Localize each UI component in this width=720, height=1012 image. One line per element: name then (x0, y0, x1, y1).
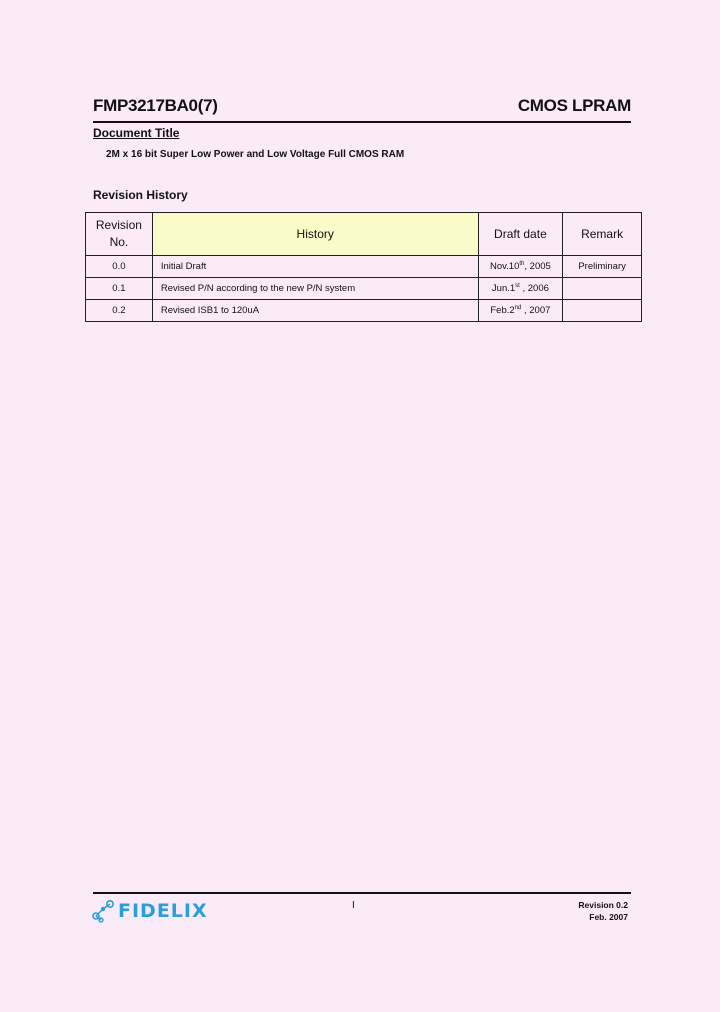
fidelix-logo (90, 898, 210, 924)
footer-revision: Revision 0.2 (578, 900, 628, 910)
date-suffix: th (519, 260, 525, 267)
table-row (86, 256, 642, 278)
page-number: I (352, 900, 355, 911)
logo-molecule-icon (90, 898, 116, 924)
footer-date: Feb. 2007 (589, 912, 628, 922)
draft-date-cell (478, 278, 563, 300)
date-year: , 2007 (521, 305, 551, 317)
revision-cell: 0.0 (86, 256, 153, 278)
part-number: FMP3217BA0(7) (93, 96, 218, 115)
remark-header: Remark (563, 213, 642, 256)
draft-date-cell (478, 300, 563, 322)
footer-revision-info (578, 899, 628, 923)
header-divider (93, 121, 631, 123)
history-header: History (152, 213, 478, 256)
revision-no-header (86, 213, 153, 256)
history-cell: Revised ISB1 to 120uA (152, 300, 478, 322)
date-main: Jun.1 (491, 283, 516, 295)
date-suffix: st (515, 282, 520, 289)
revision-cell: 0.2 (86, 300, 153, 322)
table-row (86, 278, 642, 300)
remark-cell: Preliminary (563, 256, 642, 278)
remark-cell (563, 278, 642, 300)
date-year: , 2006 (519, 283, 549, 295)
document-title-text: 2M x 16 bit Super Low Power and Low Voltage Full CMOS RAM (106, 149, 405, 160)
page-header (93, 96, 631, 120)
table-header-row (86, 213, 642, 256)
revision-cell: 0.1 (86, 278, 153, 300)
history-cell: Initial Draft (152, 256, 478, 278)
draft-date-cell (478, 256, 563, 278)
date-main: Feb.2 (490, 305, 515, 317)
logo-text: FIDELIX (118, 900, 208, 922)
revision-history-table (85, 212, 642, 322)
document-title-label: Document Title (93, 126, 180, 140)
date-suffix: nd (514, 304, 522, 311)
product-name: CMOS LPRAM (517, 96, 631, 115)
draft-date-header: Draft date (478, 213, 563, 256)
table-row (86, 300, 642, 322)
remark-cell (563, 300, 642, 322)
history-cell: Revised P/N according to the new P/N system (152, 278, 478, 300)
footer-divider (93, 892, 631, 894)
revision-header-line1: Revision (95, 218, 142, 232)
revision-history-label: Revision History (93, 188, 188, 202)
revision-header-line2: No. (109, 235, 129, 249)
date-year: , 2005 (524, 261, 551, 273)
date-main: Nov.10 (489, 261, 520, 273)
